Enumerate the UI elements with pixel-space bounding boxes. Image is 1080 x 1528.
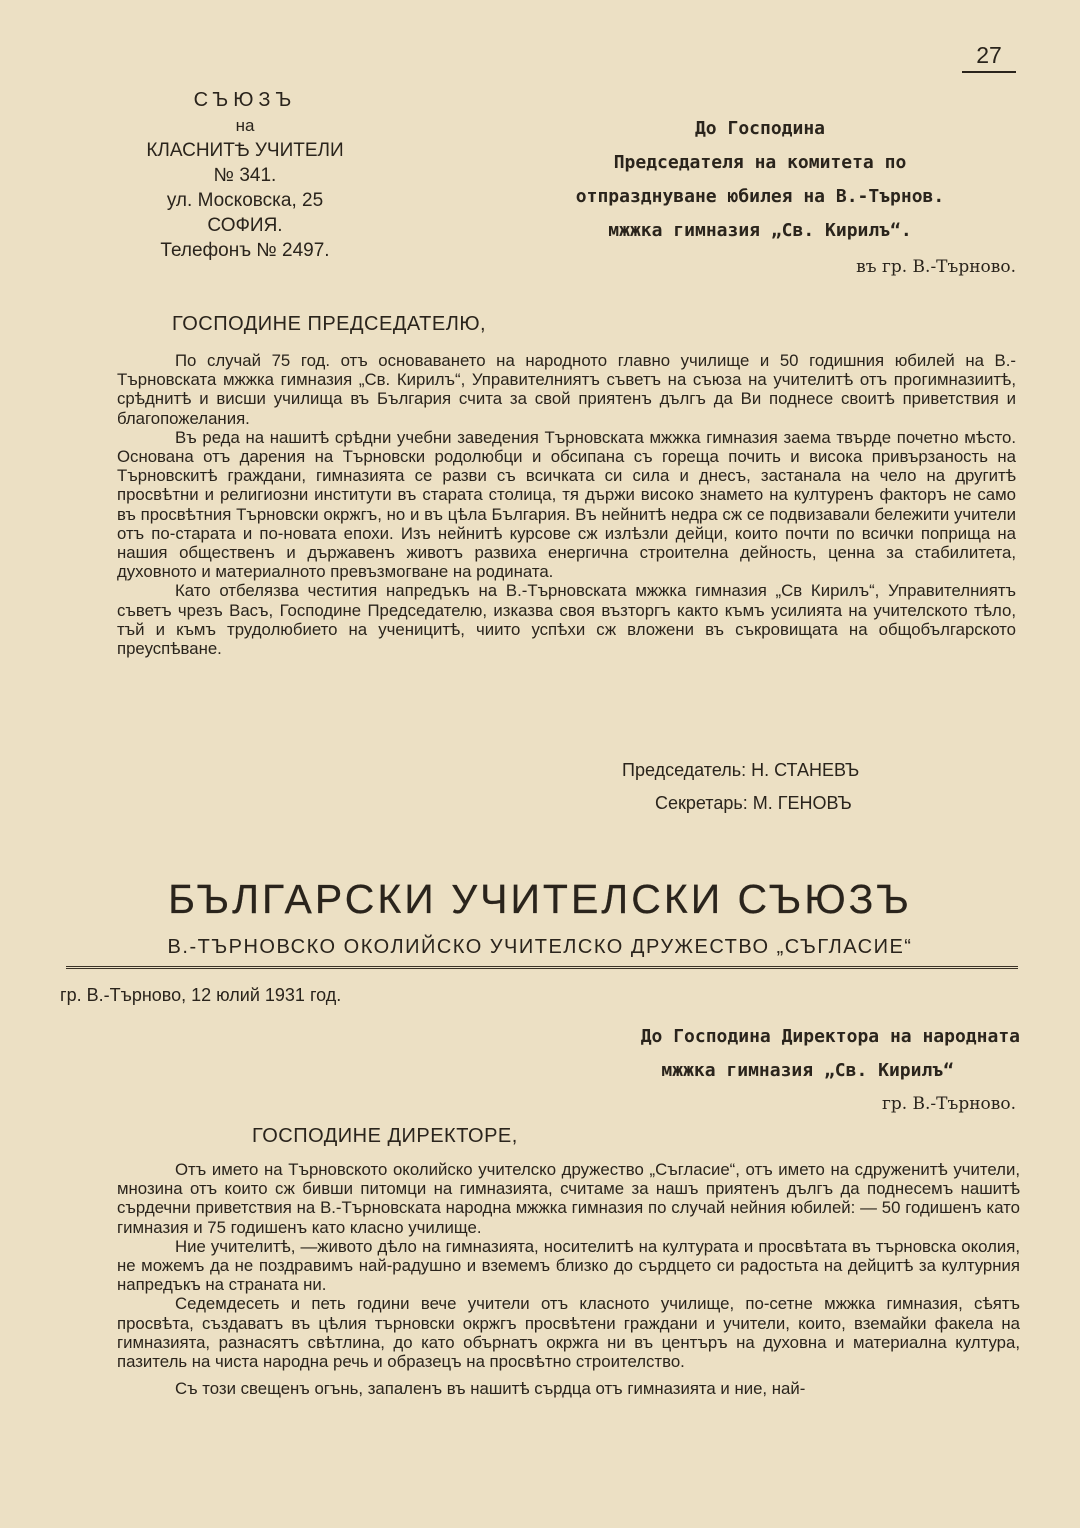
recipient-line: мжжка гимназия „Св. Кирилъ“ [661,1060,954,1081]
recipient-line: До Господина Директора на народната [640,1026,1020,1047]
recipient-line: До Господина [694,118,826,139]
sender-block [95,88,395,263]
recipient-line: Председателя на комитета по [613,152,907,173]
letter-body [117,351,1016,658]
paragraph: Като отбелязва честития напредъкъ на В.-Търновската мжжка гимназия „Св Кирилъ“, Управителниятъ съветъ чрезъ Васъ, Господине Председателю, изказва своя възторгъ както къмъ усилията на учителското тѣло, тъй и къмъ трудолюбието на ученицитѣ, чиито успѣхи сж вложени въ съкровищата на общобългарското преуспѣване. [117,581,1016,659]
recipient-block [500,1020,1020,1088]
signature-name: М. ГЕНОВЪ [752,793,852,813]
paragraph: Отъ името на Търновското околийско учителско дружество „Съгласие“, отъ името на сдруженитѣ учители, мнозина отъ които сж бивши питомци на гимназията, считаме за нашъ приятенъ дългъ да поднесемъ нашитѣ сърдечни приветствия на В.-Търновската народна мжжка гимназия по случай нейния юбилей: — 50 годишенъ като гимназия и 75 годишенъ като класно училище. [117,1160,1020,1237]
signature-name: Н. СТАНЕВЪ [751,760,860,780]
salutation: ГОСПОДИНЕ ПРЕДСЕДАТЕЛЮ, [172,313,487,335]
letter-body [117,1160,1020,1398]
sender-line: СОФИЯ. [207,215,283,236]
divider [66,966,1018,969]
signature-secretary [655,793,852,814]
sender-line: КЛАСНИТѢ УЧИТЕЛИ [146,140,344,161]
paragraph: Седемдесеть и петь години вече учители отъ класното училище, по-сетне мжжка гимназия, сѣятъ просвѣта, създаватъ въ цѣлия търновски окржгъ просвѣтени граждани и учители, които, вземайки факела на гимназията, разнасятъ свѣтлина, до като обърнатъ окржга ни въ центъръ на духовна и материална култура, пазитель на чиста народна речь и образецъ на просвѣтно строителство. [117,1294,1020,1372]
recipient-location: гр. В.-Търново. [881,1094,1016,1114]
sender-line: на [235,116,255,135]
sub-organization-heading: В.-ТЪРНОВСКО ОКОЛИЙСКО УЧИТЕЛСКО ДРУЖЕСТВО „СЪГЛАСИЕ“ [167,936,913,958]
page-number: 27 [962,42,1016,73]
sender-line: ул. Московска, 25 [166,190,324,211]
paragraph: Въ реда на нашитѣ срѣдни учебни заведения Търновската мжжка гимназия заема твърде почетно мѣсто. Основана отъ дарения на Търновски родолюбци и обсипана съ гореща почить и висока привързаность на Търновскитѣ граждани, гимназията се разви съ всичката си сила и днесъ, застанала на чело на другитѣ просвѣтни и религиозни институти въ старата столица, тя държи високо знамето на културенъ факторъ не само въ просвѣтния Търновски окржгъ, но и въ цѣла България. Въ нейнитѣ недра сж се подвизавали бележити учители отъ по-старата и по-новата епохи. Изъ нейнитѣ курсове сж излѣзли дейци, които почти по всички поприща на нашия общественъ и държавенъ животъ развиха енергична строителна дейность, ценна за стабилитета, духовното и материалното превъзмогване на родината. [117,427,1016,582]
organization-heading: БЪЛГАРСКИ УЧИТЕЛСКИ СЪЮЗЪ [168,876,912,922]
sender-line: СЪЮЗЪ [193,89,297,111]
signature-chairman [622,760,859,781]
paragraph: По случай 75 год. отъ основаването на народното главно училище и 50 годишния юбилей на В.-Търновската мжжка гимназия „Св. Кирилъ“, Управителниятъ съветъ на съюза на учителитѣ отъ прогимназиитѣ, срѣднитѣ и висши училища въ България счита за свой приятенъ дългъ да Ви поднесе своитѣ приветствия и благопожелания. [117,351,1016,428]
sender-line: № 341. [213,165,277,186]
recipient-line: отпразднуване юбилея на В.-Търнов. [575,186,945,207]
recipient-line: мжжка гимназия „Св. Кирилъ“. [608,220,912,241]
paragraph: Ние учителитѣ, —живото дѣло на гимназията, носителитѣ на културата и просвѣтата въ търновска околия, не можемъ да не поздравимъ най-радушно и вземемъ близко до сърдцето си радостьта на дейцитѣ за културния напредъкъ на страната ни. [117,1236,1020,1295]
date-line: гр. В.-Търново, 12 юлий 1931 год. [60,985,342,1005]
recipient-block [470,112,1050,248]
signature-role: Секретарь: [655,793,748,813]
sender-line: Телефонъ № 2497. [160,240,330,261]
signature-role: Председатель: [622,760,747,780]
salutation: ГОСПОДИНЕ ДИРЕКТОРЕ, [252,1125,518,1147]
recipient-location: въ гр. В.-Търново. [856,257,1016,277]
paragraph: Съ този свещенъ огънь, запаленъ въ нашитѣ сърдца отъ гимназията и ние, най- [175,1379,806,1399]
